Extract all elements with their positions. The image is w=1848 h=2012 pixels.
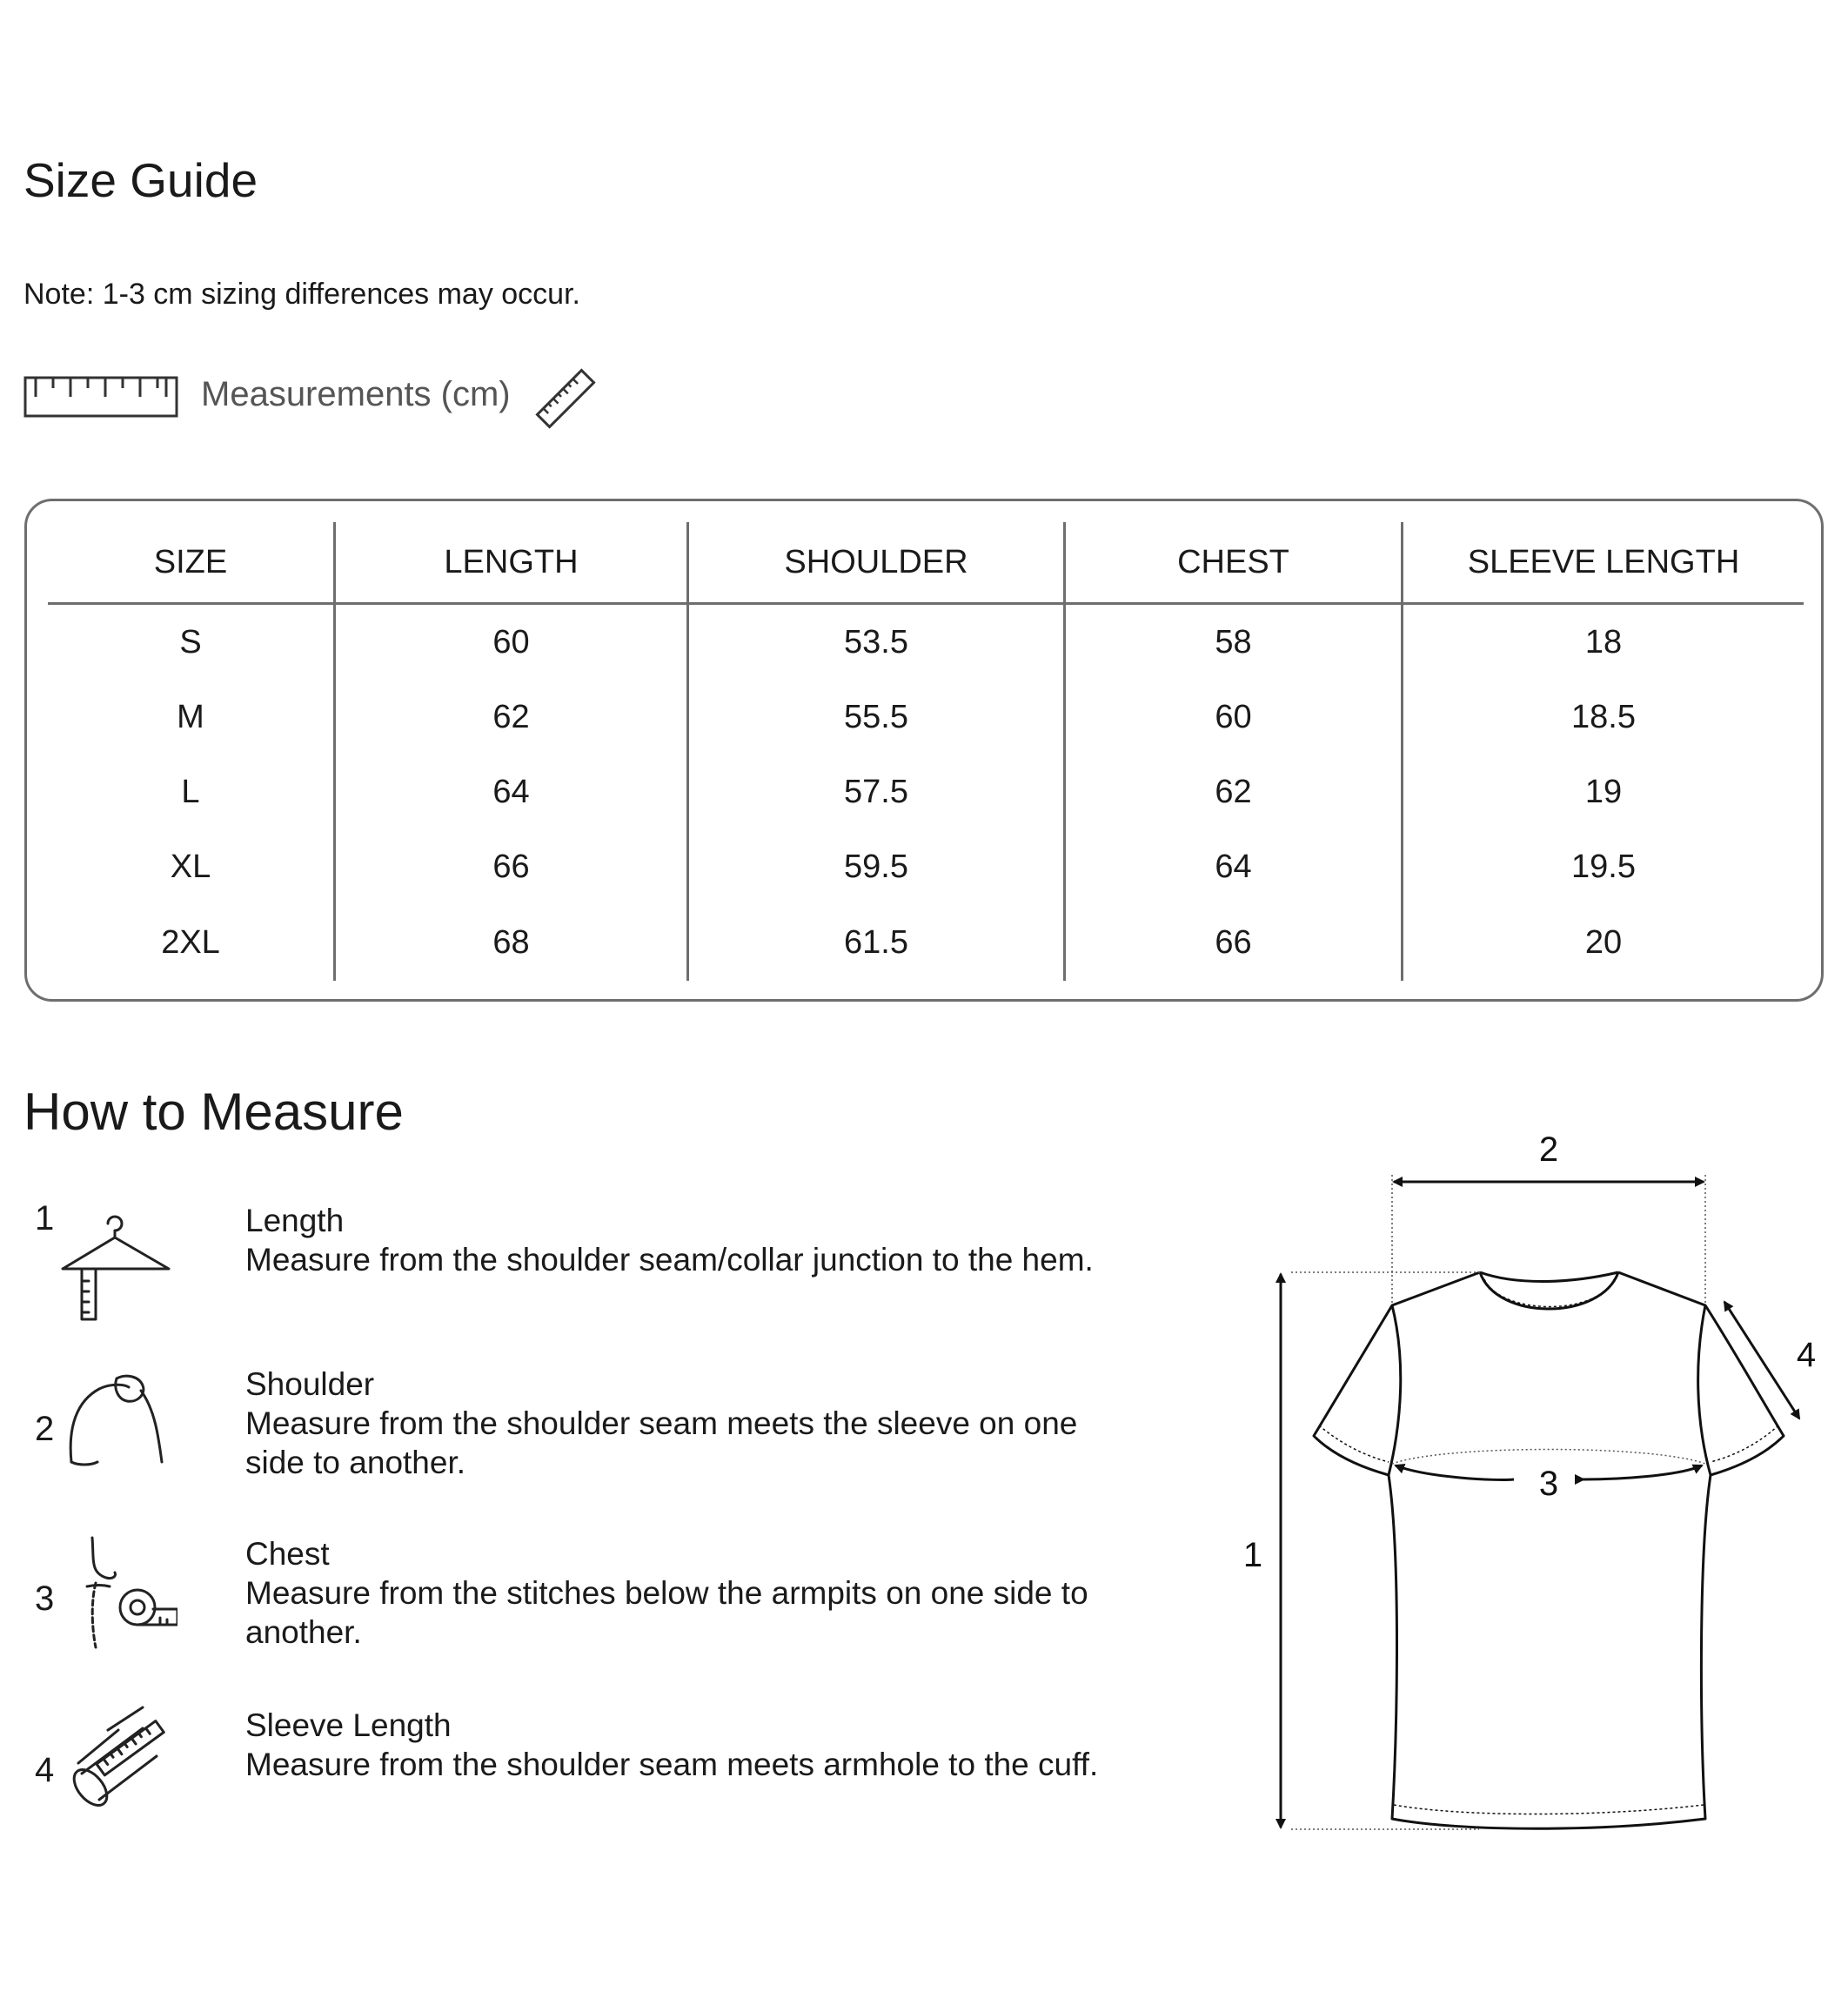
hanger-ruler-icon — [56, 1204, 177, 1323]
step-description: Measure from the stitches below the armpits on one side to another. — [245, 1575, 1088, 1650]
page-title: Size Guide — [23, 153, 258, 207]
step-description: Measure from the shoulder seam meets armhole to the cuff. — [245, 1747, 1099, 1782]
measurements-label: Measurements (cm) — [201, 375, 511, 413]
table-row — [48, 829, 1804, 904]
step-number: 4 — [35, 1751, 55, 1789]
table-cell: 60 — [335, 604, 688, 681]
column-header-length: LENGTH — [335, 522, 688, 604]
step-description: Measure from the shoulder seam/collar junction to the hem. — [245, 1242, 1094, 1278]
step-number: 2 — [35, 1410, 55, 1448]
table-cell: 19.5 — [1403, 829, 1804, 904]
table-cell: M — [177, 698, 204, 735]
column-header-shoulder: SHOULDER — [688, 522, 1065, 604]
how-to-measure-title: How to Measure — [23, 1083, 404, 1141]
table-cell: 18.5 — [1403, 680, 1804, 754]
table-cell: 64 — [335, 754, 688, 829]
step-description: Measure from the shoulder seam meets the sleeve on one side to another. — [245, 1405, 1078, 1480]
column-header-sleeve-length: SLEEVE LENGTH — [1403, 522, 1804, 604]
table-cell: 68 — [335, 904, 688, 981]
table-cell: XL — [170, 848, 211, 885]
table-cell: 61.5 — [688, 904, 1065, 981]
size-table — [48, 522, 1804, 981]
sleeve-ruler-icon — [56, 1704, 177, 1814]
tshirt-outline — [1314, 1272, 1784, 1828]
table-header-row — [48, 522, 1804, 604]
table-cell: 66 — [1065, 904, 1403, 981]
table-cell: 62 — [1065, 754, 1403, 829]
table-row — [48, 604, 1804, 681]
table-cell: 19 — [1403, 754, 1804, 829]
ruler-diagonal-icon — [532, 366, 599, 432]
table-cell: 57.5 — [688, 754, 1065, 829]
table-cell: 18 — [1403, 604, 1804, 681]
table-cell: 60 — [1065, 680, 1403, 754]
step-name: Length — [245, 1203, 345, 1238]
table-cell: 66 — [335, 829, 688, 904]
ruler-icon — [23, 376, 178, 419]
diagram-label-sleeve: 4 — [1796, 1336, 1817, 1374]
tshirt-measurement-diagram — [1218, 1123, 1845, 1845]
column-header-chest: CHEST — [1065, 522, 1403, 604]
sizing-note: Note: 1-3 cm sizing differences may occur. — [23, 278, 580, 311]
table-cell: 2XL — [161, 923, 220, 961]
table-cell: L — [181, 773, 200, 810]
step-name: Sleeve Length — [245, 1707, 452, 1743]
tape-measure-icon — [56, 1534, 177, 1651]
diagram-label-shoulder: 2 — [1538, 1130, 1559, 1169]
step-number: 1 — [35, 1199, 55, 1237]
table-cell: 59.5 — [688, 829, 1065, 904]
step-name: Shoulder — [245, 1366, 375, 1402]
diagram-label-length: 1 — [1242, 1536, 1263, 1574]
table-cell: 53.5 — [688, 604, 1065, 681]
table-row — [48, 904, 1804, 981]
table-row — [48, 754, 1804, 829]
size-table-card — [24, 499, 1824, 1002]
table-cell: 20 — [1403, 904, 1804, 981]
table-cell: 55.5 — [688, 680, 1065, 754]
diagram-label-chest: 3 — [1538, 1465, 1559, 1503]
table-cell: 62 — [335, 680, 688, 754]
table-cell: S — [179, 623, 202, 661]
shoulder-icon — [56, 1366, 177, 1479]
table-row — [48, 680, 1804, 754]
table-cell: 64 — [1065, 829, 1403, 904]
step-number: 3 — [35, 1579, 55, 1618]
step-name: Chest — [245, 1536, 330, 1572]
column-header-size: SIZE — [48, 522, 335, 604]
table-cell: 58 — [1065, 604, 1403, 681]
